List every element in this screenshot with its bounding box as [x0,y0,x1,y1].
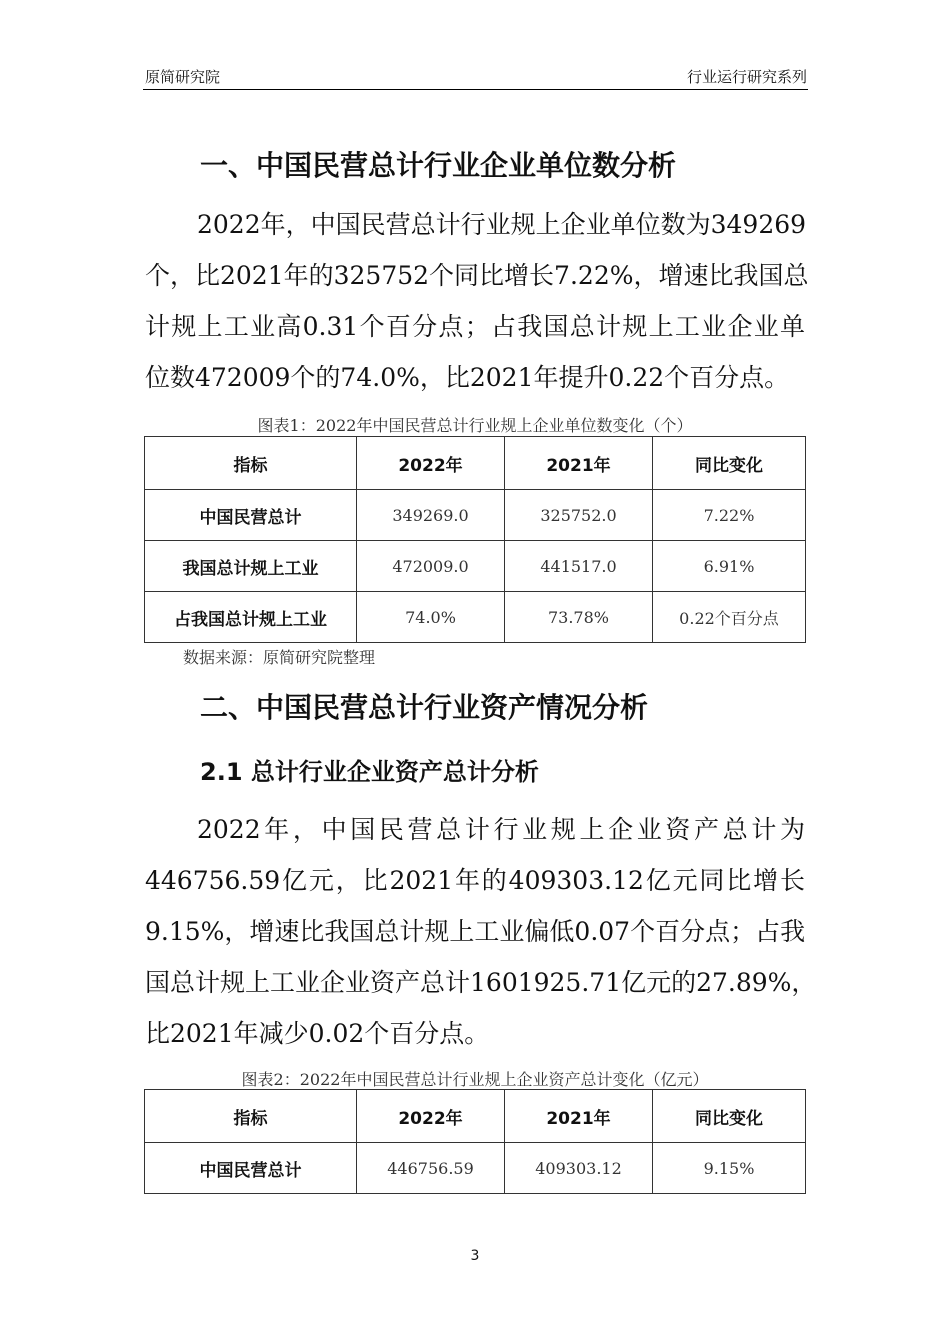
column-header: 同比变化 [653,1090,806,1143]
header-divider [143,89,808,90]
table1-caption: 图表1：2022年中国民营总计行业规上企业单位数变化（个） [257,416,693,435]
table-cell: 6.91% [653,541,806,592]
column-header: 2021年 [505,437,653,490]
paragraph-line: 2022年，中国民营总计行业规上企业单位数为349269 [197,210,807,239]
section2-subtitle: 2.1 总计行业企业资产总计分析 [200,758,539,786]
row-label: 我国总计规上工业 [145,541,357,592]
page-number: 3 [470,1248,480,1264]
section1-title: 一、中国民营总计行业企业单位数分析 [200,149,677,182]
paragraph-line: 9.15%，增速比我国总计规上工业偏低0.07个百分点；占我 [145,917,806,946]
table-row [145,541,806,592]
paragraph-line: 位数472009个的74.0%，比2021年提升0.22个百分点。 [145,363,790,392]
paragraph-line: 个，比2021年的325752个同比增长7.22%，增速比我国总 [145,261,809,290]
column-header: 2022年 [357,437,505,490]
table-cell: 0.22个百分点 [653,592,806,643]
table-cell: 441517.0 [505,541,653,592]
paragraph-line: 国总计规上工业企业资产总计1601925.71亿元的27.89%， [145,968,817,997]
table-cell: 7.22% [653,490,806,541]
table1 [144,436,806,643]
table-cell: 73.78% [505,592,653,643]
data-source: 数据来源：原简研究院整理 [183,648,376,667]
section2-paragraph [145,804,817,1059]
table-header-row [145,437,806,490]
table-cell: 472009.0 [357,541,505,592]
table-row [145,592,806,643]
table2 [144,1089,806,1194]
row-label: 中国民营总计 [145,1143,357,1194]
table-row [145,490,806,541]
column-header: 2021年 [505,1090,653,1143]
header-series: 行业运行研究系列 [686,68,807,86]
column-header: 指标 [145,437,357,490]
column-header: 2022年 [357,1090,505,1143]
table-cell: 325752.0 [505,490,653,541]
column-header: 指标 [145,1090,357,1143]
section1-paragraph [145,199,809,403]
paragraph-line: 计规上工业高0.31个百分点；占我国总计规上工业企业单 [145,312,805,341]
table-cell: 446756.59 [357,1143,505,1194]
table-cell: 349269.0 [357,490,505,541]
table-cell: 409303.12 [505,1143,653,1194]
table2-caption: 图表2：2022年中国民营总计行业规上企业资产总计变化（亿元） [241,1070,709,1089]
table-cell: 74.0% [357,592,505,643]
row-label: 占我国总计规上工业 [145,592,357,643]
paragraph-line: 比2021年减少0.02个百分点。 [145,1019,490,1048]
paragraph-line: 446756.59亿元，比2021年的409303.12亿元同比增长 [145,866,805,895]
header-org: 原简研究院 [145,68,221,86]
table-row [145,1143,806,1194]
section2-title: 二、中国民营总计行业资产情况分析 [200,691,649,724]
table-header-row [145,1090,806,1143]
row-label: 中国民营总计 [145,490,357,541]
table-cell: 9.15% [653,1143,806,1194]
column-header: 同比变化 [653,437,806,490]
paragraph-line: 2022年，中国民营总计行业规上企业资产总计为 [197,815,805,844]
